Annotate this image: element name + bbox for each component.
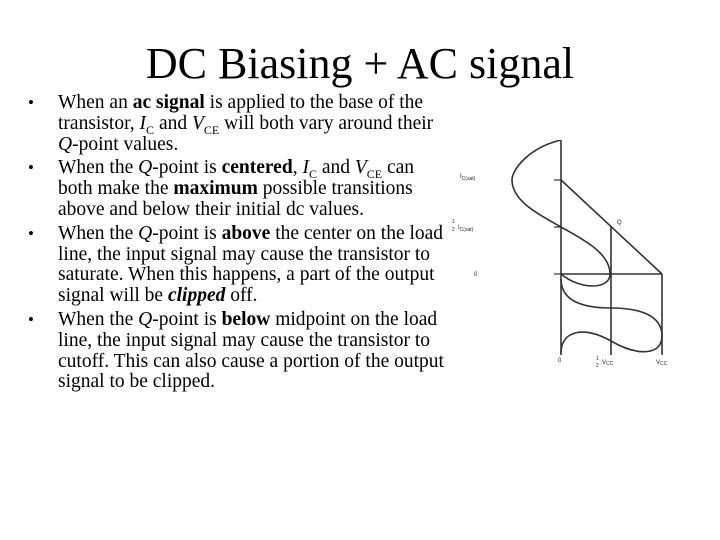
bold-text: centered (221, 157, 293, 179)
text-run: possible transitions above and below their initial dc values. (58, 178, 413, 220)
text-run: is applied to the base of the transistor, (58, 92, 424, 134)
label-half-den-x: 2 (596, 363, 599, 369)
label-half-ic-sat: $I_{C(sat)}$ (458, 225, 474, 233)
text-run: the center on the load line, the input signal may cause the transistor to saturate. When this happens, a part of the output signal will be (58, 222, 444, 307)
text-run: -point is (152, 157, 222, 179)
symbol-ic: I (302, 157, 309, 179)
subscript: CE (366, 167, 383, 182)
label-q-point: Q (617, 220, 622, 226)
bullet-icon: • (28, 158, 34, 178)
bullet-item (28, 224, 448, 307)
label-half-vcc: VCC (602, 360, 614, 367)
text-run: When the (58, 308, 139, 330)
bullet-icon: • (28, 93, 34, 112)
text-run: , (292, 157, 303, 179)
symbol-q: Q (58, 133, 73, 155)
text-run: off. (225, 285, 258, 307)
label-y-zero: 0 (474, 272, 478, 278)
slide-title: DC Biasing + AC signal (145, 39, 575, 88)
bold-text: maximum (173, 178, 258, 200)
text-run: When the (58, 157, 139, 179)
text-run: -point values. (72, 133, 179, 155)
load-line-diagram (450, 140, 710, 380)
bullet-icon: • (28, 223, 34, 243)
symbol-q: Q (138, 222, 153, 244)
text-run: When the (58, 222, 139, 244)
text-run: -point is (152, 308, 222, 330)
subscript: CE (203, 122, 220, 137)
text-run: can both make the (58, 157, 415, 200)
bold-text: ac signal (132, 92, 205, 113)
label-ic-sat: $I_{C(sat)}$ (460, 174, 476, 182)
text-run: When an (58, 92, 133, 113)
bold-italic-text: clipped (167, 285, 226, 307)
symbol-q: Q (138, 157, 153, 179)
text-run: will both vary around their (219, 112, 434, 134)
bullet-list (28, 93, 448, 396)
text-run: and (154, 112, 192, 134)
label-half-num: 1 (452, 219, 455, 225)
symbol-q: Q (138, 308, 153, 330)
text-run: and (316, 157, 355, 179)
symbol-vce: V (354, 157, 367, 179)
text-run: midpoint on the load line, the input signal may cause the transistor to cutoff. This can also cause a portion of the output signal to be clipped. (58, 308, 444, 393)
subscript: C (146, 122, 155, 137)
bold-text: below (221, 308, 271, 330)
bold-text: above (221, 222, 271, 244)
bullet-item (28, 310, 448, 393)
label-half-num-x: 1 (596, 356, 599, 362)
text-run: -point is (152, 222, 222, 244)
symbol-ic: I (139, 112, 147, 134)
bullet-item (28, 93, 448, 155)
bullet-item (28, 158, 448, 220)
label-half-den: 2 (452, 227, 455, 233)
subscript: C (308, 167, 317, 182)
bullet-icon: • (28, 309, 34, 329)
label-vcc: VCC (656, 360, 668, 367)
label-x-zero: 0 (558, 358, 562, 364)
symbol-vce: V (191, 112, 204, 134)
